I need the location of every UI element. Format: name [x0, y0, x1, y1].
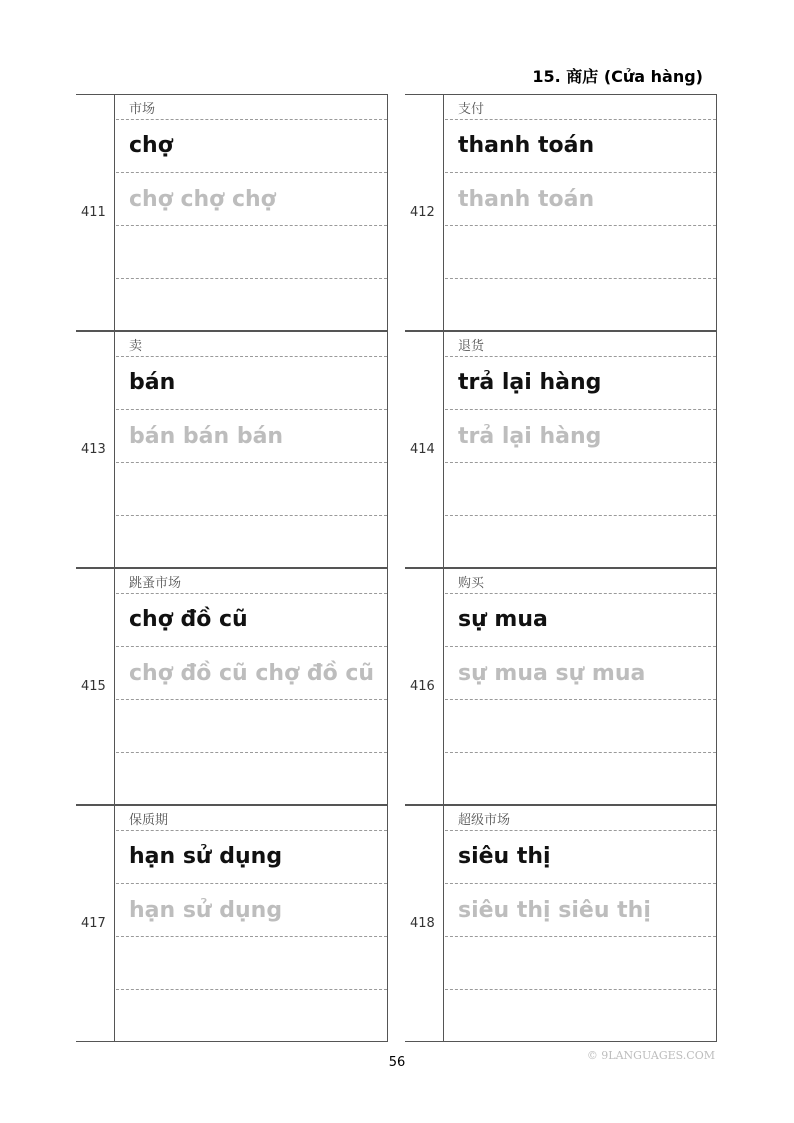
card-number: 413 [81, 442, 106, 457]
practice-row [116, 753, 387, 805]
hint-row [116, 806, 387, 831]
hint-row [445, 806, 716, 831]
vocab-card [76, 805, 388, 1042]
vietnamese-word: chợ [129, 133, 173, 158]
card-content [445, 95, 716, 330]
vocab-card [76, 568, 388, 805]
trace-row [116, 647, 387, 700]
practice-row [116, 279, 387, 331]
card-content [445, 332, 716, 567]
trace-text: sự mua sự mua [458, 661, 646, 686]
card-content [445, 806, 716, 1041]
card-content [116, 806, 387, 1041]
trace-row [445, 647, 716, 700]
chinese-hint: 跳蚤市场 [129, 576, 182, 591]
practice-row [445, 279, 716, 331]
vietnamese-word: chợ đồ cũ [129, 607, 248, 632]
word-row [445, 357, 716, 410]
hint-row [445, 569, 716, 594]
word-row [445, 120, 716, 173]
card-number: 414 [410, 442, 435, 457]
hint-row [116, 95, 387, 120]
vietnamese-word: bán [129, 370, 176, 395]
practice-row [116, 226, 387, 279]
number-column [76, 332, 115, 567]
word-row [445, 594, 716, 647]
trace-text: trả lại hàng [458, 424, 602, 449]
card-number: 417 [81, 916, 106, 931]
practice-row [116, 937, 387, 990]
trace-row [116, 884, 387, 937]
practice-row [445, 700, 716, 753]
practice-row [116, 700, 387, 753]
card-content [116, 332, 387, 567]
card-content [445, 569, 716, 804]
number-column [405, 332, 444, 567]
trace-row [116, 173, 387, 226]
trace-row [445, 884, 716, 937]
number-column [405, 95, 444, 330]
card-content [116, 95, 387, 330]
vietnamese-word: sự mua [458, 607, 548, 632]
card-number: 415 [81, 679, 106, 694]
word-row [116, 120, 387, 173]
number-column [76, 569, 115, 804]
hint-row [116, 332, 387, 357]
practice-row [116, 990, 387, 1042]
trace-text: chợ chợ chợ [129, 187, 276, 212]
card-number: 411 [81, 205, 106, 220]
practice-row [445, 463, 716, 516]
chinese-hint: 退货 [458, 339, 485, 354]
practice-row [116, 516, 387, 568]
card-number: 412 [410, 205, 435, 220]
number-column [405, 569, 444, 804]
chinese-hint: 购买 [458, 576, 485, 591]
vietnamese-word: trả lại hàng [458, 370, 602, 395]
chinese-hint: 超级市场 [458, 813, 511, 828]
chinese-hint: 卖 [129, 339, 143, 354]
vietnamese-word: hạn sử dụng [129, 844, 283, 869]
chinese-hint: 支付 [458, 102, 485, 117]
vietnamese-word: siêu thị [458, 844, 551, 869]
card-number: 416 [410, 679, 435, 694]
vocab-card [405, 805, 717, 1042]
page-title: 15. 商店 (Cửa hàng) [532, 67, 703, 86]
trace-row [445, 410, 716, 463]
number-column [76, 806, 115, 1041]
word-row [116, 357, 387, 410]
practice-row [445, 753, 716, 805]
word-row [116, 831, 387, 884]
page-number: 56 [388, 1055, 406, 1070]
vietnamese-word: thanh toán [458, 133, 595, 158]
chinese-hint: 市场 [129, 102, 156, 117]
trace-row [116, 410, 387, 463]
card-content [116, 569, 387, 804]
trace-text: hạn sử dụng [129, 898, 283, 923]
vocab-card [76, 331, 388, 568]
trace-text: siêu thị siêu thị [458, 898, 651, 923]
practice-row [445, 937, 716, 990]
word-row [116, 594, 387, 647]
hint-row [445, 332, 716, 357]
practice-row [445, 226, 716, 279]
trace-text: chợ đồ cũ chợ đồ cũ [129, 661, 375, 686]
practice-row [445, 990, 716, 1042]
trace-text: bán bán bán [129, 424, 284, 449]
vocab-card [76, 94, 388, 331]
number-column [405, 806, 444, 1041]
card-number: 418 [410, 916, 435, 931]
copyright-notice: © 9LANGUAGES.COM [586, 1049, 715, 1062]
word-row [445, 831, 716, 884]
trace-text: thanh toán [458, 187, 595, 212]
vocab-card [405, 331, 717, 568]
vocab-card [405, 568, 717, 805]
practice-row [116, 463, 387, 516]
hint-row [445, 95, 716, 120]
hint-row [116, 569, 387, 594]
trace-row [445, 173, 716, 226]
chinese-hint: 保质期 [129, 813, 169, 828]
number-column [76, 95, 115, 330]
vocab-card [405, 94, 717, 331]
practice-row [445, 516, 716, 568]
